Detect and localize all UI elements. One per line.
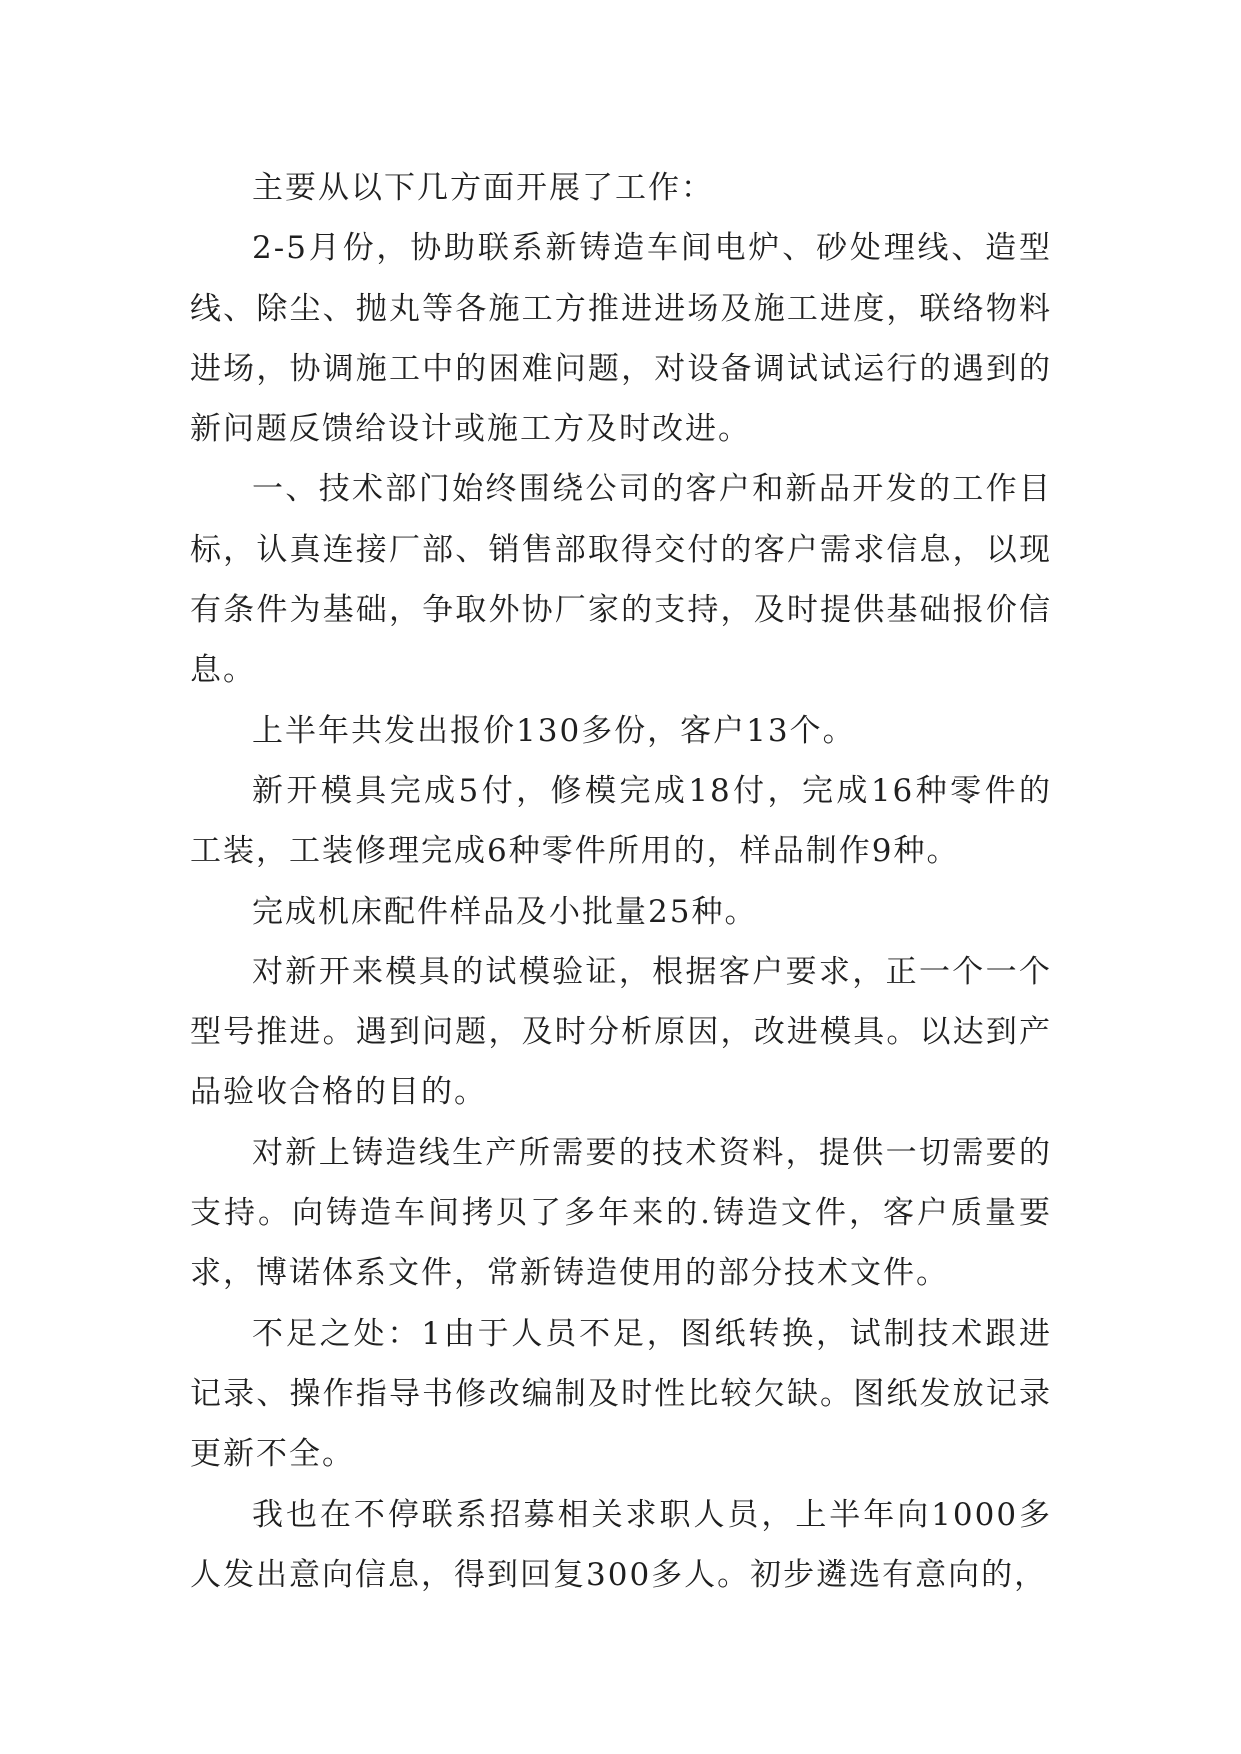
paragraph-quotations: 上半年共发出报价130多份，客户13个。 — [252, 712, 856, 749]
paragraph-tech-dept-goals: 一、技术部门始终围绕公司的客户和新品开发的工作目标，认真连接厂部、销售部取得交付的客户需求信息，以现有条件为基础，争取外协厂家的支持，及时提供基础报价信息。 — [190, 471, 1052, 689]
paragraph-machine-parts: 完成机床配件样品及小批量25种。 — [252, 893, 758, 930]
paragraph-recruitment: 我也在不停联系招募相关求职人员，上半年向1000多人发出意向信息，得到回复300多人。初步遴选有意向的， — [190, 1496, 1052, 1593]
paragraph-molds-tooling: 新开模具完成5付，修模完成18付，完成16种零件的工装，工装修理完成6种零件所用的，样品制作9种。 — [190, 772, 1052, 870]
paragraph-foundry-construction: 2-5月份，协助联系新铸造车间电炉、砂处理线、造型线、除尘、抛丸等各施工方推进进场及施工进度，联络物料进场，协调施工中的困难问题，对设备调试试运行的遇到的新问题反馈给设计或施工方及时改进。 — [190, 230, 1052, 448]
paragraph-work-areas-intro: 主要从以下几方面开展了工作： — [252, 170, 714, 206]
paragraph-shortcomings: 不足之处：1由于人员不足，图纸转换，试制技术跟进记录、操作指导书修改编制及时性比较欠缺。图纸发放记录更新不全。 — [190, 1315, 1052, 1473]
paragraph-mold-trials: 对新开来模具的试模验证，根据客户要求，正一个一个型号推进。遇到问题，及时分析原因，改进模具。以达到产品验收合格的目的。 — [190, 953, 1052, 1111]
paragraph-technical-docs: 对新上铸造线生产所需要的技术资料，提供一切需要的支持。向铸造车间拷贝了多年来的.铸造文件，客户质量要求，博诺体系文件，常新铸造使用的部分技术文件。 — [190, 1134, 1052, 1292]
document-body — [190, 158, 1052, 1605]
